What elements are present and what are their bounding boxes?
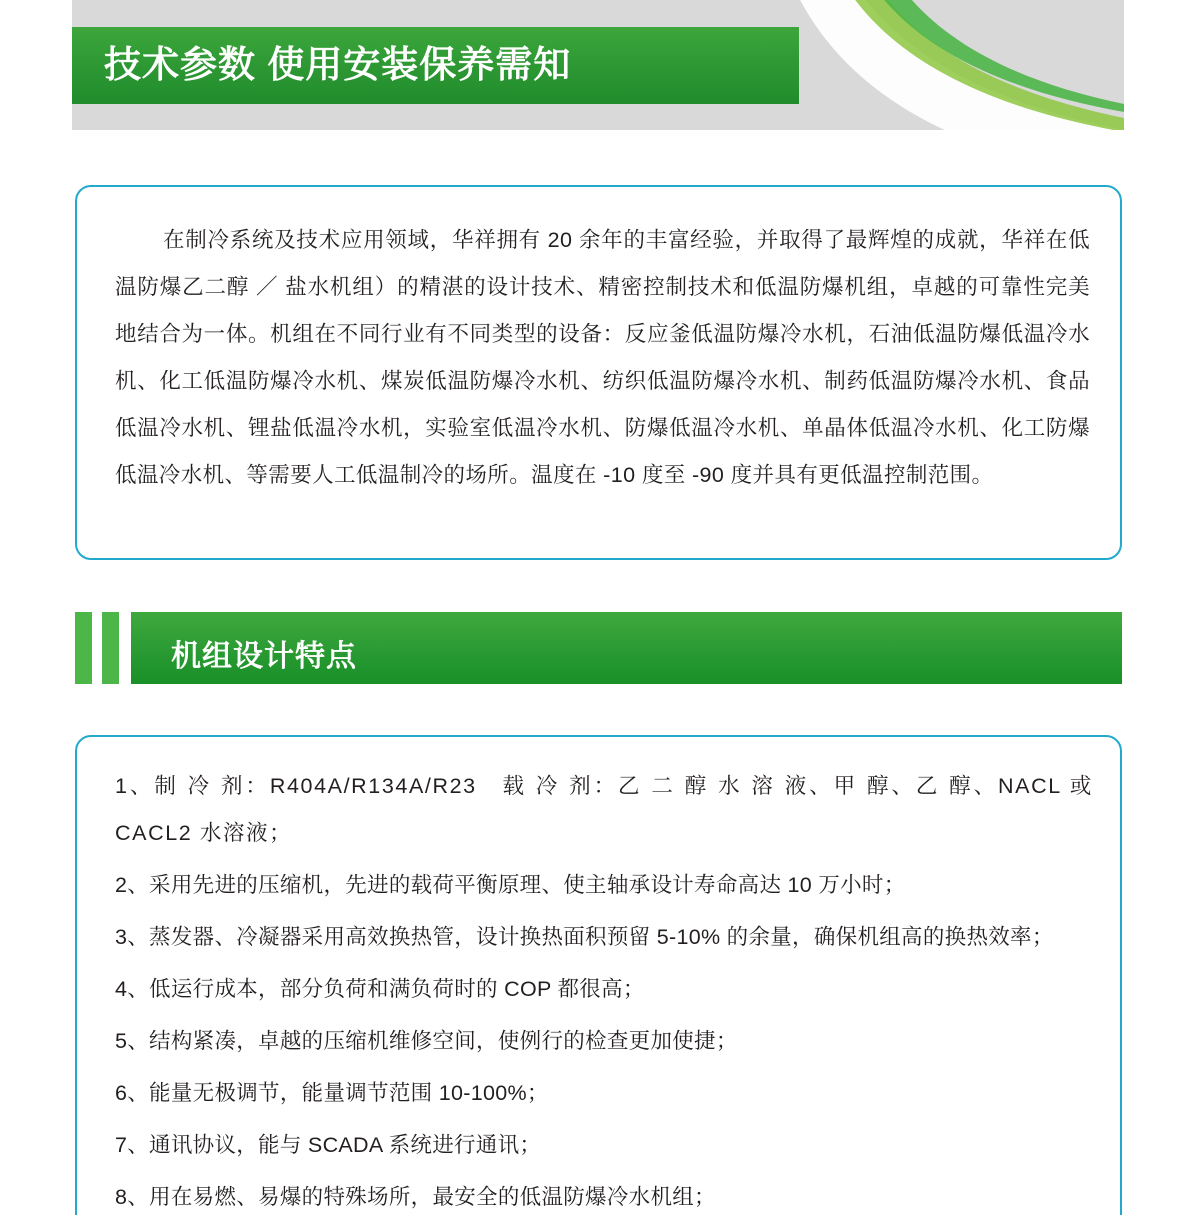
banner-gray-fill	[799, 27, 1124, 104]
list-item: 3、蒸发器、冷凝器采用高效换热管，设计换热面积预留 5-10% 的余量，确保机组高的换热效率；	[115, 925, 1054, 949]
page-title: 技术参数 使用安装保养需知	[104, 44, 572, 85]
section-title: 机组设计特点	[171, 640, 357, 673]
list-item: 1、制 冷 剂：R404A/R134A/R23 载 冷 剂：乙 二 醇 水 溶 液、甲 醇、乙 醇、NACL 或 CACL2 水溶液；	[115, 774, 1093, 845]
intro-paragraph: 在制冷系统及技术应用领域，华祥拥有 20 余年的丰富经验，并取得了最辉煌的成就，华祥在低温防爆乙二醇 ／ 盐水机组）的精湛的设计技术、精密控制技术和低温防爆机组，卓越的可靠性完美地结合为一体。机组在不同行业有不同类型的设备：反应釜低温防爆冷水机，石油低温防爆低温冷水机、化工低温防爆冷水机、煤炭低温防爆冷水机、纺织低温防爆冷水机、制药低温防爆冷水机、食品低温冷水机、锂盐低温冷水机，实验室低温冷水机、防爆低温冷水机、单晶体低温冷水机、化工防爆低温冷水机、等需要人工低温制冷的场所。温度在 -10 度至 -90 度并具有更低温控制范围。	[115, 228, 1090, 487]
intro-panel	[75, 185, 1122, 560]
section-tick-first	[75, 612, 92, 684]
list-item: 8、用在易燃、易爆的特殊场所，最安全的低温防爆冷水机组；	[115, 1185, 716, 1209]
top-banner	[72, 0, 1124, 130]
section-header	[75, 612, 1122, 684]
list-item: 5、结构紧凑，卓越的压缩机维修空间，使例行的检查更加使捷；	[115, 1029, 738, 1053]
section-tick-second	[102, 612, 119, 684]
list-item: 6、能量无极调节，能量调节范围 10-100%；	[115, 1081, 549, 1105]
features-panel	[75, 735, 1122, 1215]
list-item: 7、通讯协议，能与 SCADA 系统进行通讯；	[115, 1133, 542, 1157]
list-item: 4、低运行成本，部分负荷和满负荷时的 COP 都很高；	[115, 977, 645, 1001]
list-item: 2、采用先进的压缩机，先进的载荷平衡原理、使主轴承设计寿命高达 10 万小时；	[115, 873, 906, 897]
features-list	[115, 763, 1093, 1215]
